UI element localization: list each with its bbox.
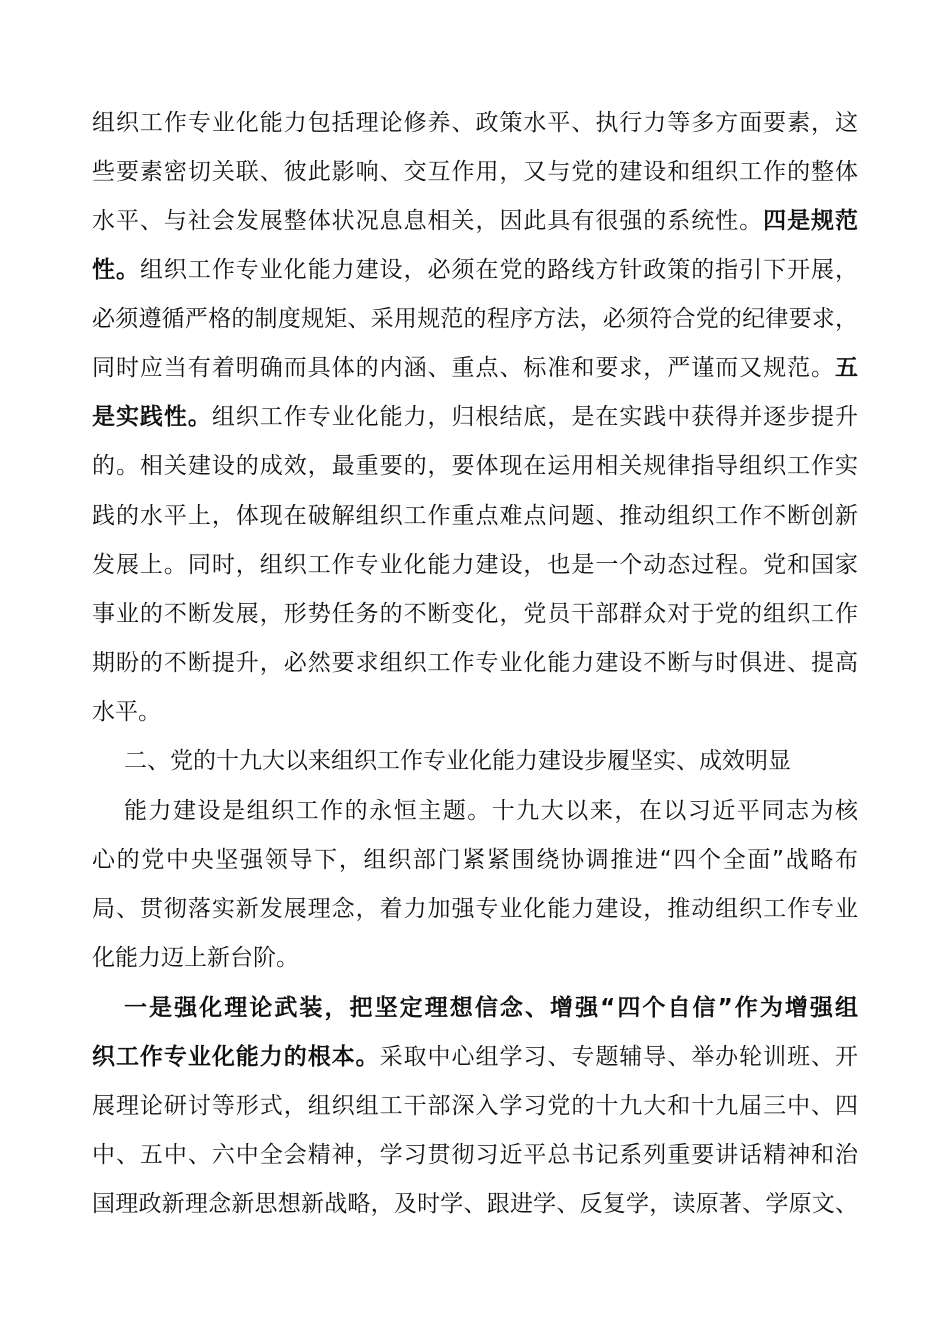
body-text: 能力建设是组织工作的永恒主题。十九大以来，在以习近平同志为核 (124, 798, 858, 824)
bold-text: 性。 (92, 257, 140, 283)
text-line (92, 1184, 858, 1224)
bold-text: 五 (835, 355, 858, 381)
text-line (92, 643, 858, 683)
body-text: 二、党的十九大以来组织工作专业化能力建设步履坚实、成效明显 (124, 748, 791, 774)
bold-text: 织工作专业化能力的根本。 (92, 1044, 380, 1070)
text-line (92, 348, 858, 388)
text-line (92, 545, 858, 585)
body-text: 心的党中央坚强领导下，组织部门紧紧围绕协调推进“四个全面”战略布 (92, 847, 858, 873)
bold-text: 是实践性。 (92, 404, 212, 430)
text-line (92, 152, 858, 192)
text-line (92, 201, 858, 241)
body-text: 水平。 (92, 699, 161, 725)
text-line (92, 496, 858, 536)
text-line (92, 250, 858, 290)
text-line (92, 1037, 858, 1077)
body-text: 采取中心组学习、专题辅导、举办轮训班、开 (379, 1044, 859, 1070)
text-line (124, 988, 858, 1028)
text-line (92, 446, 858, 486)
text-line (92, 103, 858, 143)
text-line (92, 299, 858, 339)
body-text: 事业的不断发展，形势任务的不断变化，党员干部群众对于党的组织工作 (92, 601, 858, 627)
bold-text: 四是规范 (763, 208, 859, 234)
body-text: 水平、与社会发展整体状况息息相关，因此具有很强的系统性。 (92, 208, 764, 234)
text-line (92, 1135, 858, 1175)
body-text: 化能力迈上新台阶。 (92, 945, 299, 971)
text-line (92, 840, 858, 880)
body-text: 展理论研讨等形式，组织组工干部深入学习党的十九大和十九届三中、四 (92, 1093, 858, 1119)
text-line (92, 889, 858, 929)
body-text: 些要素密切关联、彼此影响、交互作用，又与党的建设和组织工作的整体 (92, 159, 858, 185)
bold-text: 一是强化理论武装，把坚定理想信念、增强“四个自信”作为增强组 (124, 995, 858, 1021)
body-text: 的。相关建设的成效，最重要的，要体现在运用相关规律指导组织工作实 (92, 453, 858, 479)
text-line (92, 1086, 858, 1126)
text-line (92, 397, 858, 437)
body-text: 同时应当有着明确而具体的内涵、重点、标准和要求，严谨而又规范。 (92, 355, 835, 381)
body-text: 组织工作专业化能力，归根结底，是在实践中获得并逐步提升 (211, 404, 859, 430)
section-heading (124, 741, 791, 781)
body-text: 发展上。同时，组织工作专业化能力建设，也是一个动态过程。党和国家 (92, 552, 858, 578)
text-line (92, 692, 161, 732)
body-text: 期盼的不断提升，必然要求组织工作专业化能力建设不断与时俱进、提高 (92, 650, 858, 676)
text-line (92, 594, 858, 634)
text-line (124, 791, 858, 831)
body-text: 组织工作专业化能力建设，必须在党的路线方针政策的指引下开展， (139, 257, 859, 283)
body-text: 国理政新理念新思想新战略，及时学、跟进学、反复学，读原著、学原文、 (92, 1191, 858, 1217)
body-text: 局、贯彻落实新发展理念，着力加强专业化能力建设，推动组织工作专业 (92, 896, 858, 922)
body-text: 组织工作专业化能力包括理论修养、政策水平、执行力等多方面要素，这 (92, 110, 858, 136)
body-text: 中、五中、六中全会精神，学习贯彻习近平总书记系列重要讲话精神和治 (92, 1142, 858, 1168)
body-text: 践的水平上，体现在破解组织工作重点难点问题、推动组织工作不断创新 (92, 503, 858, 529)
body-text: 必须遵循严格的制度规矩、采用规范的程序方法，必须符合党的纪律要求， (92, 306, 858, 332)
text-line (92, 938, 299, 978)
